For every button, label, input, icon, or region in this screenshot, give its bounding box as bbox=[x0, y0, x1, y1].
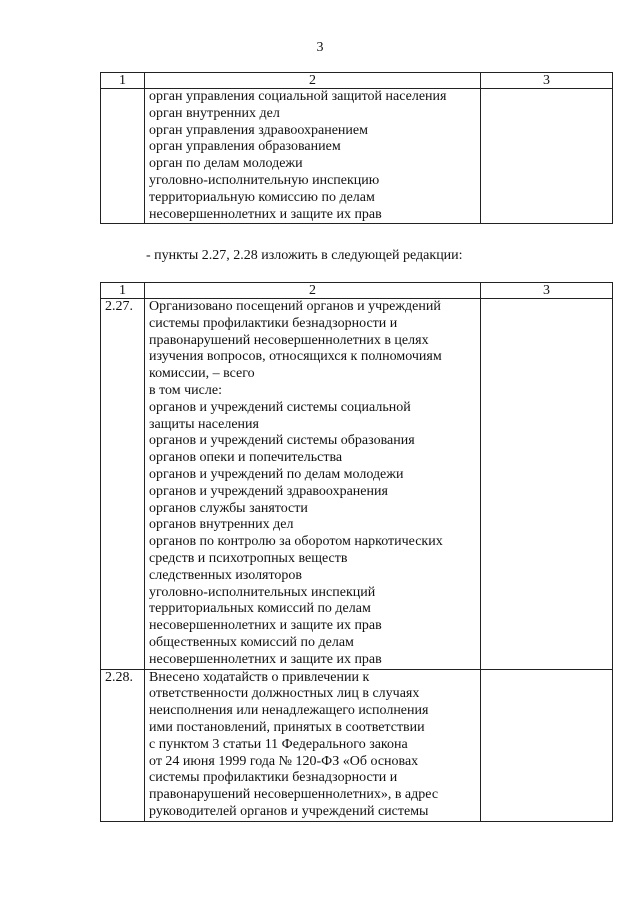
table-header-row bbox=[101, 73, 613, 89]
text-line: органов внутренних дел bbox=[149, 517, 294, 533]
text-line: органов опеки и попечительства bbox=[149, 450, 343, 466]
header-cell-3: 3 bbox=[481, 73, 613, 89]
text-line: уголовно-исполнительную инспекцию bbox=[149, 172, 380, 188]
table-row bbox=[101, 89, 613, 224]
text-line: ими постановлений, принятых в соответствии bbox=[149, 719, 425, 735]
text-line: несовершеннолетних и защите их прав bbox=[149, 206, 382, 222]
text-line: Внесено ходатайств о привлечении к bbox=[149, 669, 370, 685]
text-line: территориальную комиссию по делам bbox=[149, 189, 375, 205]
text-line: органов и учреждений системы образования bbox=[149, 433, 415, 449]
text-line: системы профилактики безнадзорности и bbox=[149, 315, 398, 331]
header-cell-2: 2 bbox=[145, 73, 481, 89]
header-cell-1: 1 bbox=[101, 283, 145, 299]
text-line: орган управления социальной защитой населения bbox=[149, 89, 447, 104]
text-line: от 24 июня 1999 года № 120-ФЗ «Об основах bbox=[149, 753, 419, 769]
text-line: орган управления здравоохранением bbox=[149, 122, 368, 138]
header-cell-2: 2 bbox=[145, 283, 481, 299]
table-row bbox=[101, 299, 613, 670]
text-line: уголовно-исполнительных инспекций bbox=[149, 584, 376, 600]
text-line: несовершеннолетних и защите их прав bbox=[149, 651, 382, 667]
text-line: органов по контролю за оборотом наркотических bbox=[149, 534, 443, 550]
text-line: органов и учреждений по делам молодежи bbox=[149, 466, 404, 482]
text-line: несовершеннолетних и защите их прав bbox=[149, 618, 382, 634]
text-line: общественных комиссий по делам bbox=[149, 634, 354, 650]
header-cell-3: 3 bbox=[481, 283, 613, 299]
row-value bbox=[481, 299, 613, 670]
text-line: изучения вопросов, относящихся к полномочиям bbox=[149, 349, 442, 365]
text-line: системы профилактики безнадзорности и bbox=[149, 770, 398, 786]
text-line: неисполнения или ненадлежащего исполнения bbox=[149, 703, 429, 719]
text-line: территориальных комиссий по делам bbox=[149, 601, 371, 617]
text-line: средств и психотропных веществ bbox=[149, 550, 348, 566]
text-line: орган внутренних дел bbox=[149, 105, 280, 121]
text-line: органов службы занятости bbox=[149, 500, 308, 516]
text-line: органов и учреждений системы социальной bbox=[149, 399, 411, 415]
row-number: 2.27. bbox=[101, 299, 145, 670]
text-line: ответственности должностных лиц в случаях bbox=[149, 686, 420, 702]
row-number: 2.28. bbox=[101, 669, 145, 821]
row-text bbox=[145, 669, 481, 821]
text-line: правонарушений несовершеннолетних в целях bbox=[149, 332, 429, 348]
amendment-note: - пункты 2.27, 2.28 изложить в следующей редакции: bbox=[146, 248, 463, 263]
text-line: Организовано посещений органов и учреждений bbox=[149, 299, 441, 314]
text-line: следственных изоляторов bbox=[149, 567, 303, 583]
text-line: органов и учреждений здравоохранения bbox=[149, 483, 388, 499]
text-line: руководителей органов и учреждений системы bbox=[149, 803, 429, 819]
page-number: 3 bbox=[316, 40, 324, 55]
text-line: комиссии, – всего bbox=[149, 366, 255, 382]
table-continuation bbox=[100, 72, 613, 224]
text-line: защиты населения bbox=[149, 416, 259, 432]
table-header-row bbox=[101, 283, 613, 299]
text-line: в том числе: bbox=[149, 382, 222, 398]
row-value bbox=[481, 89, 613, 224]
row-number bbox=[101, 89, 145, 224]
text-line: с пунктом 3 статьи 11 Федерального закона bbox=[149, 736, 408, 752]
header-cell-1: 1 bbox=[101, 73, 145, 89]
row-text bbox=[145, 299, 481, 670]
row-value bbox=[481, 669, 613, 821]
table-row bbox=[101, 669, 613, 821]
text-line: орган по делам молодежи bbox=[149, 156, 303, 172]
table-amended-items bbox=[100, 282, 613, 822]
row-text bbox=[145, 89, 481, 224]
text-line: правонарушений несовершеннолетних», в адрес bbox=[149, 787, 439, 803]
text-line: орган управления образованием bbox=[149, 139, 341, 155]
